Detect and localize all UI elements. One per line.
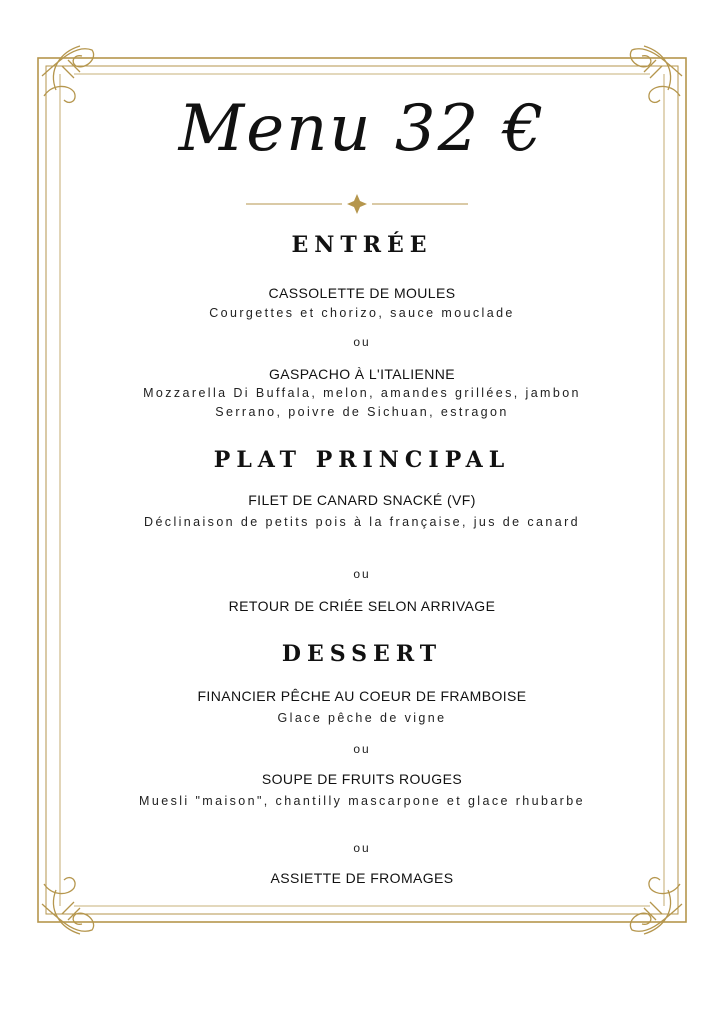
- section-heading-dessert: DESSERT: [281, 641, 443, 667]
- separator-ou: ou: [353, 335, 371, 349]
- dish-name: FINANCIER PÊCHE AU COEUR DE FRAMBOISE: [197, 688, 527, 704]
- section-heading-plat-principal: PLAT PRINCIPAL: [213, 447, 511, 473]
- separator-ou: ou: [353, 742, 371, 756]
- separator-ou: ou: [353, 841, 371, 855]
- title-divider: [242, 193, 472, 215]
- dish-description: Déclinaison de petits pois à la française, jus de canard: [144, 515, 580, 529]
- separator-ou: ou: [353, 567, 371, 581]
- dish-name: FILET DE CANARD SNACKÉ (VF): [248, 492, 476, 508]
- dish-name: GASPACHO À L'ITALIENNE: [268, 366, 455, 382]
- dish-description: Courgettes et chorizo, sauce mouclade: [209, 306, 515, 320]
- dish-description: Glace pêche de vigne: [277, 711, 447, 725]
- dish-name: ASSIETTE DE FROMAGES: [270, 870, 454, 886]
- menu-title: Menu 32 €: [178, 92, 546, 166]
- dish-name: RETOUR DE CRIÉE SELON ARRIVAGE: [228, 598, 496, 614]
- diamond-star-icon: [347, 194, 367, 214]
- dish-name: CASSOLETTE DE MOULES: [268, 285, 456, 301]
- dish-name: SOUPE DE FRUITS ROUGES: [261, 771, 463, 787]
- section-heading-entree: ENTRÉE: [291, 232, 433, 258]
- dish-description: Muesli "maison", chantilly mascarpone et glace rhubarbe: [139, 794, 585, 808]
- dish-description: Mozzarella Di Buffala, melon, amandes grillées, jambon Serrano, poivre de Sichuan, estragon: [143, 386, 581, 419]
